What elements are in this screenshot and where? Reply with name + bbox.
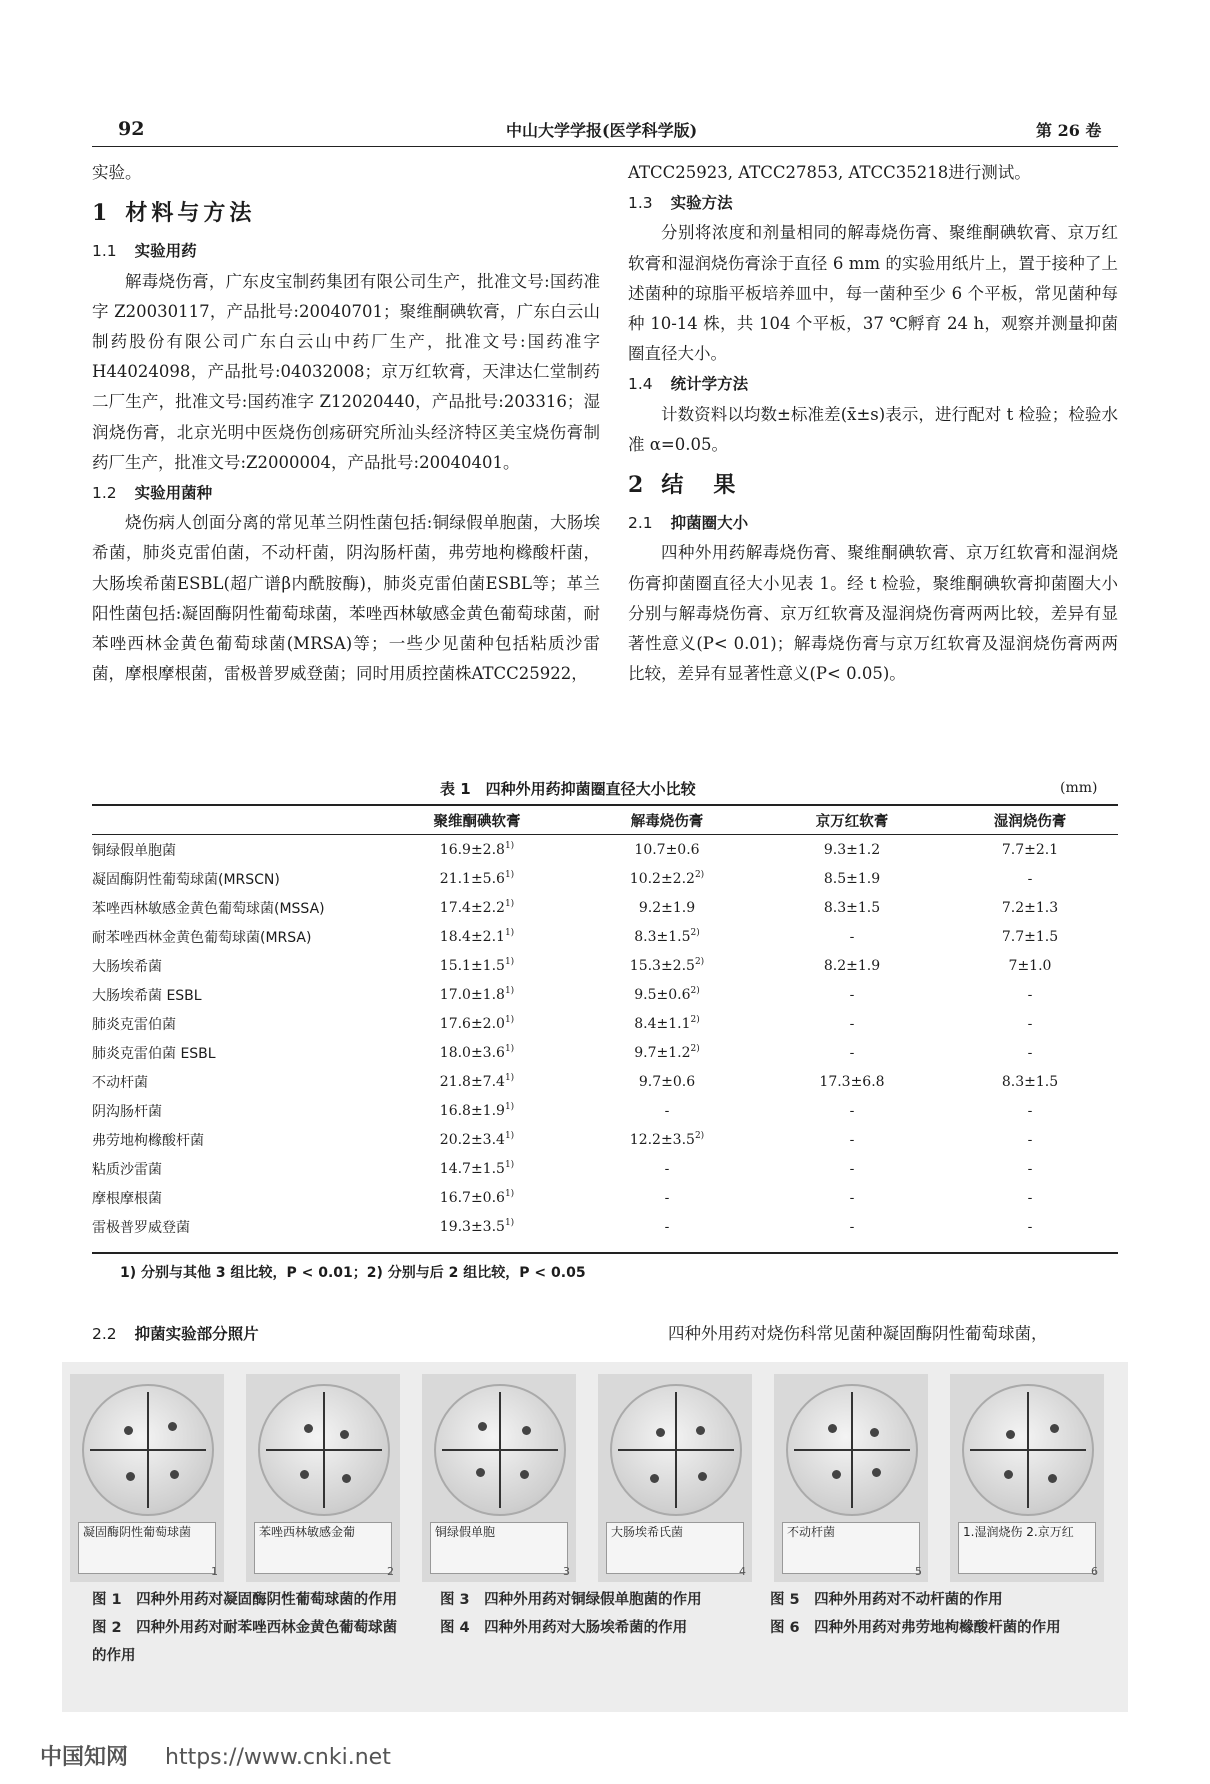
table-cell-name: 不动杆菌 [92,1074,148,1091]
table-row [92,1038,1118,1067]
table-cell-a: $17.0\pm 1.8^{1)}$ [439,986,515,1003]
journal-title: 中山大学学报(医学科学版) [506,121,698,140]
table-caption: 表 1 四种外用药抑菌圈直径大小比较 [440,780,696,798]
table-cell-b: 9.7±0.6 [638,1074,696,1090]
section-2-1-text: 四种外用药解毒烧伤膏、聚维酮碘软膏、京万红软膏和湿润烧伤膏抑菌圈直径大小见表 1。经 t 检验，聚维酮碘软膏抑菌圈大小分别与解毒烧伤膏、京万红软膏及湿润烧伤膏两两比较，差异有显著性意义(P< 0.01)；解毒烧伤膏与京万红软膏及湿润烧伤膏两两比较，差异有显著性意义(P< 0.05)。 [628,543,1118,684]
table-cell-d: - [1027,1189,1033,1206]
paper-disc [698,1472,707,1481]
table-cell-c: - [849,1189,855,1206]
paper-disc [476,1468,485,1477]
table-cell-b: - [664,1103,670,1119]
significance-marker: 2) [694,870,705,880]
section-2-heading: 2 结 果 [628,472,740,499]
figure-4-caption: 图 4 四种外用药对大肠埃希菌的作用 [440,1620,688,1636]
table-row [92,864,1118,893]
figure-3-caption: 图 3 四种外用药对铜绿假单胞菌的作用 [440,1592,702,1608]
paper-disc [1050,1424,1059,1433]
table-cell-c: 8.5±1.9 [823,870,881,887]
table-cell-c: 8.2±1.9 [823,957,881,974]
right-column [628,158,1118,689]
figure-5-caption: 图 5 四种外用药对不动杆菌的作用 [770,1592,1003,1608]
table-cell-name: 肺炎克雷伯菌 ESBL [92,1045,216,1062]
table-1 [92,806,1118,1241]
table-cell-name: 雷极普罗威登菌 [92,1219,190,1236]
significance-marker: 1) [504,957,515,967]
paper-disc [656,1428,665,1437]
table-cell-b: - [664,1190,670,1206]
table-cell-c: - [849,1044,855,1061]
volume: 第 26 卷 [1036,121,1102,140]
table-cell-a: $21.1\pm 5.6^{1)}$ [439,870,515,887]
plate-divider-line [675,1392,677,1508]
table-row [92,835,1118,865]
table-cell-c: 17.3±6.8 [819,1073,885,1090]
table-cell-b: $15.3\pm 2.5^{2)}$ [629,957,705,974]
dish-label: 铜绿假单胞 [430,1522,568,1574]
paper-disc [126,1472,135,1481]
table-cell-b: 9.2±1.9 [638,900,696,916]
table-cell-d: 7.2±1.3 [1001,899,1059,916]
plate-divider-line [323,1392,325,1508]
table-cell-c: - [849,1015,855,1032]
table-header-row [92,806,1118,835]
table-cell-c: - [849,928,855,945]
petri-dish-photo [422,1374,576,1582]
cnki-url[interactable]: https://www.cnki.net [165,1745,391,1770]
significance-marker: 1) [504,841,515,851]
agar-plate [434,1384,566,1516]
photo-number: 4 [739,1565,746,1578]
continuation-text: 实验。 [92,163,142,182]
table-cell-name: 耐苯唑西林金黄色葡萄球菌(MRSA) [92,929,312,946]
cnki-brand: 中国知网 [40,1745,129,1770]
table-cell-a: $17.4\pm 2.2^{1)}$ [439,899,515,916]
table-cell-c: - [849,1102,855,1119]
significance-marker: 1) [504,1218,515,1228]
significance-marker: 2) [690,928,700,938]
table-cell-name: 铜绿假单胞菌 [92,842,176,859]
paper-disc [1006,1430,1015,1439]
table-cell-b: 10.7±0.6 [634,842,700,858]
header-rule [92,146,1118,147]
section-2-2-right-text: 四种外用药对烧伤科常见菌种凝固酶阴性葡萄球菌， [668,1324,1048,1343]
table-cell-name: 大肠埃希菌 [92,958,162,975]
table-cell-c: 9.3±1.2 [823,841,881,858]
table-cell-d: - [1027,1218,1033,1235]
table-cell-b: $8.3\pm 1.5^{2)}$ [634,928,700,945]
agar-plate [610,1384,742,1516]
table-cell-c: - [849,1131,855,1148]
figure-2-caption-cont: 的作用 [92,1648,136,1664]
paper-disc [342,1474,351,1483]
table-cell-name: 凝固酶阴性葡萄球菌(MRSCN) [92,871,280,888]
table-header-col1: 聚维酮碘软膏 [433,813,521,830]
table-cell-name: 苯唑西林敏感金黄色葡萄球菌(MSSA) [92,900,325,917]
table-cell-d: - [1027,986,1033,1003]
significance-marker: 1) [504,1102,515,1112]
table-row [92,1125,1118,1154]
agar-plate [962,1384,1094,1516]
section-1-heading: 1 材料与方法 [92,200,256,227]
table-cell-d: - [1027,1044,1033,1061]
significance-marker: 2) [690,986,700,996]
table-cell-b: $12.2\pm 3.5^{2)}$ [629,1131,705,1148]
table-row [92,922,1118,951]
table-unit: (mm) [1060,780,1098,796]
table-header-blank [92,806,382,835]
table-cell-name: 摩根摩根菌 [92,1190,162,1207]
table-header-col3: 京万红软膏 [815,813,889,830]
significance-marker: 1) [504,1015,515,1025]
section-1-4-heading: 1.4 统计学方法 [628,375,749,394]
table-cell-b: $9.7\pm 1.2^{2)}$ [634,1044,700,1061]
table-cell-a: $15.1\pm 1.5^{1)}$ [439,957,515,974]
paper-disc [1004,1470,1013,1479]
significance-marker: 1) [504,1073,515,1083]
table-row [92,1067,1118,1096]
significance-marker: 2) [694,1131,705,1141]
table-row [92,1212,1118,1241]
paper-disc [300,1470,309,1479]
table-cell-d: - [1027,1160,1033,1177]
table-cell-d: 7.7±2.1 [1001,841,1059,858]
significance-marker: 1) [504,1131,515,1141]
table-cell-a: $18.0\pm 3.6^{1)}$ [439,1044,515,1061]
table-cell-d: - [1027,1131,1033,1148]
significance-marker: 1) [504,1160,515,1170]
dish-label: 不动杆菌 [782,1522,920,1574]
dish-label: 凝固酶阴性葡萄球菌 [78,1522,216,1574]
dish-label: 1.湿润烧伤 2.京万红 [958,1522,1096,1574]
photo-number: 6 [1091,1565,1098,1578]
section-1-2-heading: 1.2 实验用菌种 [92,484,213,503]
section-2-1-heading: 2.1 抑菌圈大小 [628,514,749,533]
petri-dish-photo [70,1374,224,1582]
table-cell-name: 肺炎克雷伯菌 [92,1016,176,1033]
paper-disc [340,1430,349,1439]
petri-dish-photo [246,1374,400,1582]
table-cell-a: $16.7\pm 0.6^{1)}$ [439,1189,515,1206]
table-cell-d: - [1027,1015,1033,1032]
table-cell-d: - [1027,870,1033,887]
paper-disc [478,1422,487,1431]
section-1-2-text: 烧伤病人创面分离的常见革兰阴性菌包括:铜绿假单胞菌，大肠埃希菌，肺炎克雷伯菌，不动杆菌，阴沟肠杆菌，弗劳地枸橼酸杆菌，大肠埃希菌ESBL(超广谱β内酰胺酶)，肺炎克雷伯菌ESBL等；革兰阳性菌包括:凝固酶阴性葡萄球菌，苯唑西林敏感金黄色葡萄球菌，耐苯唑西林金黄色葡萄球菌(MRSA)等；一些少见菌种包括粘质沙雷菌，摩根摩根菌，雷极普罗威登菌；同时用质控菌株ATCC25922， [92,513,600,684]
paper-disc [522,1426,531,1435]
table-cell-b: $10.2\pm 2.2^{2)}$ [629,870,705,887]
left-column [92,158,600,689]
significance-marker: 2) [694,957,705,967]
paper-disc [170,1470,179,1479]
petri-dish-photo [950,1374,1104,1582]
table-header-col2: 解毒烧伤膏 [630,813,704,830]
figure-2-caption: 图 2 四种外用药对耐苯唑西林金黄色葡萄球菌 [92,1620,398,1636]
table-cell-b: $9.5\pm 0.6^{2)}$ [634,986,700,1003]
table-cell-name: 弗劳地枸橼酸杆菌 [92,1132,204,1149]
table-cell-a: $20.2\pm 3.4^{1)}$ [439,1131,515,1148]
table-cell-a: $18.4\pm 2.1^{1)}$ [439,928,515,945]
table-row [92,1154,1118,1183]
photo-number: 1 [211,1565,218,1578]
continuation-text-right: ATCC25923, ATCC27853, ATCC35218进行测试。 [628,163,1031,182]
paper-disc [832,1470,841,1479]
table-cell-c: - [849,1218,855,1235]
agar-plate [786,1384,918,1516]
paper-disc [1048,1474,1057,1483]
table-cell-d: 7±1.0 [1008,957,1052,974]
significance-marker: 1) [504,1044,515,1054]
paper-disc [650,1474,659,1483]
table-cell-d: 8.3±1.5 [1001,1073,1059,1090]
paper-disc [870,1428,879,1437]
table-cell-c: 8.3±1.5 [823,899,881,916]
paper-disc [168,1422,177,1431]
table-cell-d: - [1027,1102,1033,1119]
photo-number: 5 [915,1565,922,1578]
dish-label: 苯唑西林敏感金葡 [254,1522,392,1574]
significance-marker: 1) [504,986,515,996]
plate-divider-line [499,1392,501,1508]
page-number: 92 [118,118,145,140]
table-cell-name: 阴沟肠杆菌 [92,1103,162,1120]
plate-divider-line [147,1392,149,1508]
table-row [92,893,1118,922]
table-cell-a: $16.9\pm 2.8^{1)}$ [439,841,515,858]
table-cell-d: 7.7±1.5 [1001,928,1059,945]
section-1-1-text: 解毒烧伤膏，广东皮宝制药集团有限公司生产，批准文号:国药准字 Z20030117，产品批号:20040701；聚维酮碘软膏，广东白云山制药股份有限公司广东白云山中药厂生产，批准文号:国药准字 H44024098，产品批号:04032008；京万红软膏，天津达仁堂制药二厂生产，批准文号:国药准字 Z12020440，产品批号:203316；湿润烧伤膏，北京光明中医烧伤创疡研究所汕头经济特区美宝烧伤膏制药厂生产，批准文号:Z2000004，产品批号:20040401。 [92,271,600,472]
plate-divider-line [851,1392,853,1508]
table-bottom-rule [92,1252,1118,1254]
significance-marker: 2) [690,1015,700,1025]
table-cell-b: - [664,1219,670,1235]
section-1-1-heading: 1.1 实验用药 [92,242,197,261]
agar-plate [258,1384,390,1516]
photo-number: 3 [563,1565,570,1578]
table-cell-c: - [849,1160,855,1177]
plate-divider-line [1027,1392,1029,1508]
significance-marker: 2) [690,1044,700,1054]
paper-disc [520,1470,529,1479]
petri-dish-photo [774,1374,928,1582]
paper-disc [124,1426,133,1435]
cnki-footer [40,1740,391,1771]
table-cell-a: $16.8\pm 1.9^{1)}$ [439,1102,515,1119]
section-1-4-text: 计数资料以均数±标准差(x̄±s)表示，进行配对 t 检验；检验水准 α=0.05。 [628,404,1118,454]
table-cell-b: $8.4\pm 1.1^{2)}$ [634,1015,700,1032]
significance-marker: 1) [504,899,515,909]
table-row [92,980,1118,1009]
section-1-3-heading: 1.3 实验方法 [628,194,733,213]
agar-plate [82,1384,214,1516]
photo-number: 2 [387,1565,394,1578]
table-row [92,1009,1118,1038]
table-header-col4: 湿润烧伤膏 [993,813,1067,830]
photo-panel [62,1362,1128,1712]
significance-marker: 1) [504,928,515,938]
figure-6-caption: 图 6 四种外用药对弗劳地枸橼酸杆菌的作用 [770,1620,1061,1636]
dish-label: 大肠埃希氏菌 [606,1522,744,1574]
petri-dish-photo [598,1374,752,1582]
significance-marker: 1) [504,870,515,880]
paper-disc [828,1424,837,1433]
table-cell-b: - [664,1161,670,1177]
paper-disc [696,1426,705,1435]
table-footnote: 1) 分别与其他 3 组比较，P < 0.01；2) 分别与后 2 组比较，P < 0.05 [120,1265,586,1281]
table-cell-c: - [849,986,855,1003]
table-cell-a: $14.7\pm 1.5^{1)}$ [439,1160,515,1177]
section-1-3-text: 分别将浓度和剂量相同的解毒烧伤膏、聚维酮碘软膏、京万红软膏和湿润烧伤膏涂于直径 6 mm 的实验用纸片上，置于接种了上述菌种的琼脂平板培养皿中，每一菌种至少 6 个平板，常见菌种每种 10-14 株，共 104 个平板，37 ℃孵育 24 h，观察并测量抑菌圈直径大小。 [628,223,1118,364]
table-cell-a: $21.8\pm 7.4^{1)}$ [439,1073,515,1090]
table-cell-a: $19.3\pm 3.5^{1)}$ [439,1218,515,1235]
paper-disc [872,1468,881,1477]
table-cell-name: 大肠埃希菌 ESBL [92,987,202,1004]
section-2-2-heading: 2.2 抑菌实验部分照片 [92,1325,259,1343]
table-row [92,1183,1118,1212]
table-row [92,951,1118,980]
figure-1-caption: 图 1 四种外用药对凝固酶阴性葡萄球菌的作用 [92,1592,398,1608]
table-cell-a: $17.6\pm 2.0^{1)}$ [439,1015,515,1032]
table-cell-name: 粘质沙雷菌 [92,1161,162,1178]
table-row [92,1096,1118,1125]
significance-marker: 1) [504,1189,515,1199]
paper-disc [304,1424,313,1433]
